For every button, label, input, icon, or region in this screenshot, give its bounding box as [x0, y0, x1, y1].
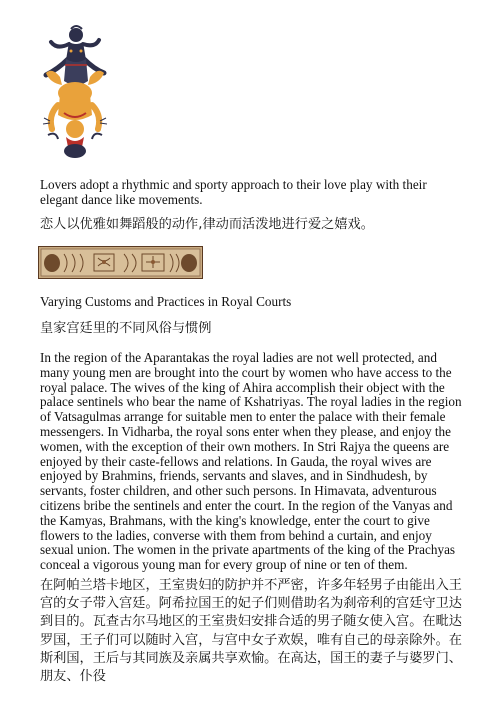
body-paragraph-chinese: 在阿帕兰塔卡地区，王室贵妇的防护并不严密，许多年轻男子由能出入王宫的女子带入宫廷。阿希拉国王的妃子们则借助名为刹帝利的宫廷守卫达到目的。瓦查古尔马地区的王室贵妇安排合适的男子随女使入宫。在毗达罗国，王子们可以随时入宫，与宫中女子欢娱，唯有自己的母亲除外。在斯利国，王后与其同族及亲属共享欢愉。在高达，国王的妻子与婆罗门、朋友、仆役 — [40, 578, 462, 685]
orange-figure — [43, 71, 107, 158]
ornamental-strip-image — [38, 246, 203, 279]
section-heading-english: Varying Customs and Practices in Royal Courts — [40, 294, 292, 309]
lovers-caption-chinese: 恋人以优雅如舞蹈般的动作,律动而活泼地进行爱之嬉戏。 — [40, 217, 374, 232]
section-heading-chinese: 皇家宫廷里的不同风俗与惯例 — [40, 321, 212, 336]
lovers-caption-english: Lovers adopt a rhythmic and sporty approach to their love play with their elegant dance like movements. — [40, 177, 427, 207]
dancing-lovers-illustration — [38, 25, 110, 163]
body-paragraph-english: In the region of the Aparantakas the royal ladies are not well protected, and many young men are brought into the court by women who have access to the royal palace. The wives of the king of Ahira accomplish their object with the palace sentinels who bear the name of Kshatriyas. The royal ladies in the region of Vatsagulmas arrange for suitable men to enter the palace with their female messengers. In Vidharba, the royal sons enter when they please, and enjoy the women, with the exception of their own mothers. In Stri Rajya the queens are enjoyed by their caste-fellows and relations. In Gauda, the royal wives are enjoyed by Brahmins, friends, servants and slaves, and in Sindhudesh, by servants, foster children, and other such persons. In Himavata, adventurous citizens bribe the sentinels and enter the court. In the region of the Vanyas and the Kamyas, Brahmans, with the king's knowledge, enter the court to give flowers to the ladies, converse with them from behind a curtain, and enjoy sexual union. The women in the private apartments of the king of the Prachyas conceal a vigorous young man for every group of nine or ten of them. — [40, 350, 462, 573]
